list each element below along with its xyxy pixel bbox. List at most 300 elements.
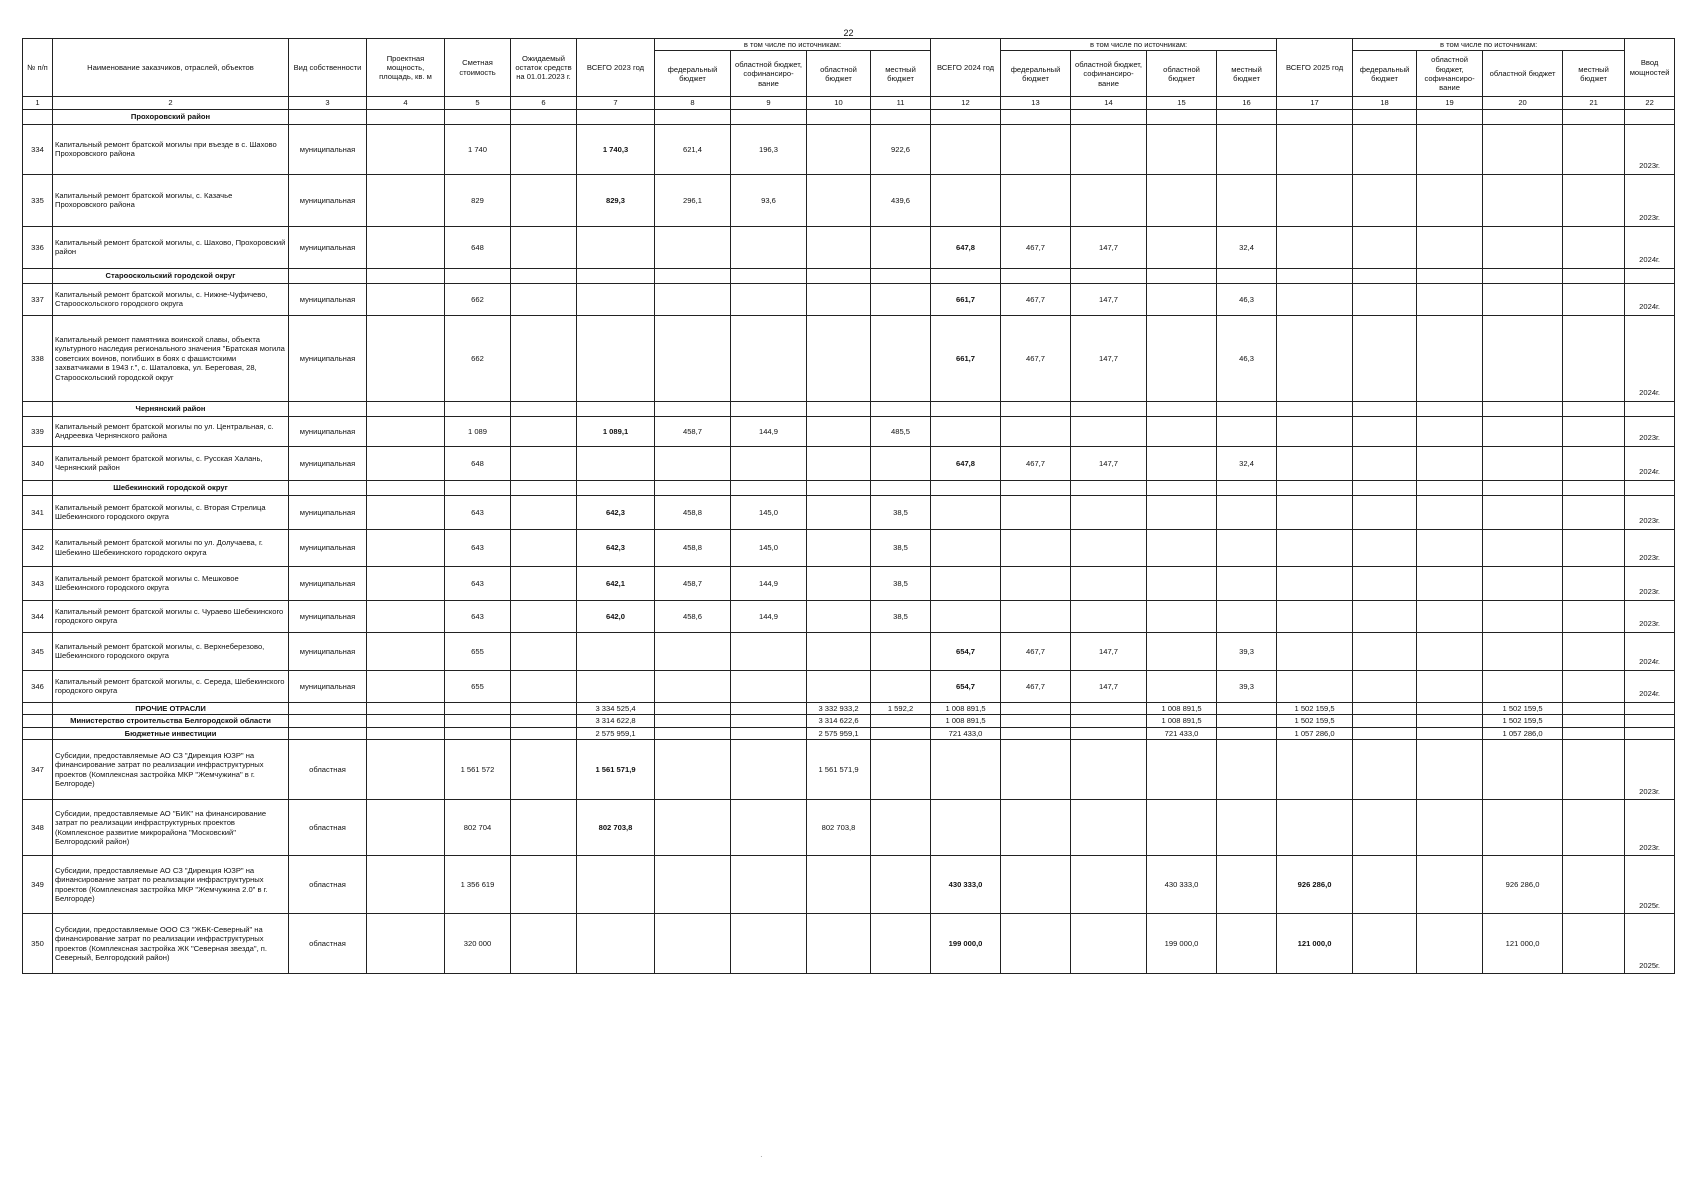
column-number: 7 [577,97,655,109]
federal-2024 [1001,416,1071,446]
cell-empty [1001,480,1071,495]
column-number: 20 [1483,97,1563,109]
cell-empty [1625,702,1675,714]
regional-2023 [807,283,871,315]
cell-empty [577,401,655,416]
cell-empty [511,800,577,856]
table-row [23,670,1675,702]
local-2023: 485,5 [871,416,931,446]
local-2024: 32,4 [1217,226,1277,268]
total-2023 [577,914,655,974]
column-number: 17 [1277,97,1353,109]
cell-empty [1217,727,1277,739]
local-2023 [871,740,931,800]
cell-empty [1483,268,1563,283]
column-number: 15 [1147,97,1217,109]
row-number: 350 [23,914,53,974]
total-2023: 3 334 525,4 [577,702,655,714]
federal-2023 [655,740,731,800]
cell-empty [367,529,445,566]
local-2023 [871,446,931,480]
cell-empty [655,109,731,124]
table-row [23,315,1675,401]
cofin-2025 [1417,283,1483,315]
cell-empty [445,727,511,739]
cofin-2025 [1417,174,1483,226]
commissioning-year: 2024г. [1625,226,1675,268]
local-2025 [1563,495,1625,529]
regional-2025: 926 286,0 [1483,856,1563,914]
cofin-2023: 93,6 [731,174,807,226]
cofin-2025 [1417,566,1483,600]
regional-2024 [1147,600,1217,632]
cell-empty [731,401,807,416]
local-2025-header: местный бюджет [1563,51,1625,97]
total-2023: 1 561 571,9 [577,740,655,800]
cofin-2023-header: областной бюджет, софинансиро-вание [731,51,807,97]
object-name: Субсидии, предоставляемые ООО СЗ "ЖБК-Северный" на финансирование затрат по реализации инфраструктурных проектов (Комплексная застройка ЖК "Северная звезда", п. Северный, Белгородский район) [53,914,289,974]
table-row [23,495,1675,529]
table-row [23,416,1675,446]
federal-2024 [1001,856,1071,914]
regional-2025: 1 057 286,0 [1483,727,1563,739]
row-number: 349 [23,856,53,914]
cell-empty [511,401,577,416]
cell-empty [731,109,807,124]
regional-2024 [1147,446,1217,480]
column-number: 16 [1217,97,1277,109]
local-2023 [871,715,931,727]
cell-empty [1417,480,1483,495]
estimated-cost: 643 [445,566,511,600]
total-2025 [1277,226,1353,268]
local-2023: 922,6 [871,124,931,174]
cell-empty [1071,109,1147,124]
estimated-cost: 643 [445,529,511,566]
commissioning-year: 2023г. [1625,800,1675,856]
total-2024: 1 008 891,5 [931,715,1001,727]
estimated-cost: 1 740 [445,124,511,174]
cofin-2025 [1417,856,1483,914]
cell-empty [1001,715,1071,727]
cell-empty [367,315,445,401]
cell-empty [1147,401,1217,416]
column-number: 11 [871,97,931,109]
column-number: 3 [289,97,367,109]
object-name: Капитальный ремонт братской могилы, с. Вторая Стрелица Шебекинского городского округа [53,495,289,529]
cell-empty [367,268,445,283]
estimated-cost: 1 089 [445,416,511,446]
cell-empty [1625,727,1675,739]
cell-empty [289,480,367,495]
object-name: Субсидии, предоставляемые АО "БИК" на финансирование затрат по реализации инфраструктурных проектов (Комплексное развитие микрорайона "Московский" Белгородский район) [53,800,289,856]
ownership: муниципальная [289,632,367,670]
cofin-2023: 196,3 [731,124,807,174]
cell-empty [1625,268,1675,283]
regional-2025 [1483,315,1563,401]
local-2023 [871,670,931,702]
cell-empty [871,480,931,495]
regional-2023: 802 703,8 [807,800,871,856]
federal-2024 [1001,529,1071,566]
cell-empty [1277,109,1353,124]
local-2024: 39,3 [1217,632,1277,670]
object-name: Капитальный ремонт братской могилы при въезде в с. Шахово Прохоровского района [53,124,289,174]
federal-2023: 458,8 [655,529,731,566]
table-row [23,914,1675,974]
total-2025 [1277,124,1353,174]
cell-empty [1001,109,1071,124]
cell-empty [931,268,1001,283]
object-name: Капитальный ремонт братской могилы, с. Казачье Прохоровского района [53,174,289,226]
regional-2023 [807,600,871,632]
table-row [23,529,1675,566]
column-number: 5 [445,97,511,109]
local-2025 [1563,174,1625,226]
total-2023: 642,3 [577,529,655,566]
estimated-cost: 1 356 619 [445,856,511,914]
total-2023 [577,446,655,480]
cell-empty [1353,109,1417,124]
section-row [23,480,1675,495]
total-2024 [931,800,1001,856]
regional-2025 [1483,670,1563,702]
federal-2025 [1353,632,1417,670]
estimated-cost: 662 [445,283,511,315]
sources-2023-header: в том числе по источникам: [655,39,931,51]
regional-2024 [1147,174,1217,226]
regional-2023 [807,914,871,974]
cell-empty [511,529,577,566]
cell-empty [511,702,577,714]
federal-2024: 467,7 [1001,226,1071,268]
total-2025 [1277,416,1353,446]
estimated-cost: 655 [445,632,511,670]
cell-empty [289,109,367,124]
estimated-cost: 662 [445,315,511,401]
cell-empty [1625,715,1675,727]
commissioning-year: 2024г. [1625,632,1675,670]
local-2023 [871,856,931,914]
cell-empty [871,109,931,124]
total-2023: 829,3 [577,174,655,226]
local-2023 [871,914,931,974]
cell-empty [289,401,367,416]
cell-empty [367,226,445,268]
cofin-2024: 147,7 [1071,315,1147,401]
object-name: Капитальный ремонт братской могилы, с. Верхнеберезово, Шебекинского городского округа [53,632,289,670]
local-2025 [1563,283,1625,315]
cell-empty [367,566,445,600]
total-2024 [931,600,1001,632]
total-title: Бюджетные инвестиции [53,727,289,739]
federal-2025 [1353,740,1417,800]
federal-2024 [1001,174,1071,226]
row-number: 343 [23,566,53,600]
cell-empty [511,914,577,974]
cofin-2023 [731,283,807,315]
cell-empty [367,401,445,416]
col-commissioning-header: Ввод мощностей [1625,39,1675,97]
cell-empty [367,480,445,495]
cell-empty [511,727,577,739]
object-name: Капитальный ремонт братской могилы, с. Середа, Шебекинского городского округа [53,670,289,702]
regional-2025 [1483,632,1563,670]
total-2025: 926 286,0 [1277,856,1353,914]
cell-empty [289,715,367,727]
ownership: областная [289,914,367,974]
federal-2025 [1353,800,1417,856]
cofin-2025 [1417,600,1483,632]
regional-2024 [1147,124,1217,174]
regional-2025 [1483,740,1563,800]
cofin-2025 [1417,740,1483,800]
cofin-2025 [1417,226,1483,268]
cell-empty [511,268,577,283]
cell-empty [445,401,511,416]
local-2025 [1563,670,1625,702]
federal-2023 [655,283,731,315]
total-row [23,702,1675,714]
total-2023 [577,856,655,914]
row-number: 344 [23,600,53,632]
total-2024: 430 333,0 [931,856,1001,914]
regional-2025: 1 502 159,5 [1483,702,1563,714]
section-title: Чернянский район [53,401,289,416]
cell-empty [807,268,871,283]
cell-empty [577,480,655,495]
local-2025 [1563,800,1625,856]
commissioning-year: 2024г. [1625,315,1675,401]
regional-2025 [1483,124,1563,174]
ownership: муниципальная [289,446,367,480]
cofin-2025 [1417,315,1483,401]
regional-2023 [807,315,871,401]
cell-empty [23,715,53,727]
object-name: Капитальный ремонт памятника воинской славы, объекта культурного наследия регионального значения "Братская могила советских воинов, погибших в боях с фашистскими захватчиками в 1943 г.", с. Шаталовка, ул. Береговая, 28, Старооскольский городской округ [53,315,289,401]
local-2024: 32,4 [1217,446,1277,480]
cofin-2024 [1071,174,1147,226]
total-2025 [1277,670,1353,702]
estimated-cost: 802 704 [445,800,511,856]
federal-2024 [1001,740,1071,800]
federal-2024: 467,7 [1001,283,1071,315]
regional-2025 [1483,529,1563,566]
total-title: ПРОЧИЕ ОТРАСЛИ [53,702,289,714]
ownership: областная [289,800,367,856]
cell-empty [731,727,807,739]
cell-empty [289,702,367,714]
federal-2023 [655,914,731,974]
cell-empty [367,446,445,480]
cell-empty [289,268,367,283]
column-number: 14 [1071,97,1147,109]
total-2025: 1 502 159,5 [1277,702,1353,714]
cell-empty [1071,268,1147,283]
local-2024 [1217,529,1277,566]
federal-2024 [1001,495,1071,529]
cell-empty [1277,268,1353,283]
row-number: 342 [23,529,53,566]
ownership: муниципальная [289,416,367,446]
local-2023: 38,5 [871,600,931,632]
total-2024 [931,495,1001,529]
total-2023: 642,0 [577,600,655,632]
total-2024 [931,740,1001,800]
federal-2025-header: федеральный бюджет [1353,51,1417,97]
cell-empty [1563,268,1625,283]
table-row [23,740,1675,800]
federal-2023-header: федеральный бюджет [655,51,731,97]
total-2023: 1 089,1 [577,416,655,446]
cell-empty [1001,401,1071,416]
local-2024: 46,3 [1217,315,1277,401]
total-2024: 661,7 [931,315,1001,401]
column-number: 9 [731,97,807,109]
cell-empty [931,401,1001,416]
regional-2023-header: областной бюджет [807,51,871,97]
total-2025 [1277,740,1353,800]
object-name: Субсидии, предоставляемые АО СЗ "Дирекция ЮЗР" на финансирование затрат по реализации инфраструктурных проектов (Комплексная застройка МКР "Жемчужина" в г. Белгороде) [53,740,289,800]
total-2024 [931,124,1001,174]
cell-empty [367,632,445,670]
cofin-2024 [1071,529,1147,566]
table-row [23,174,1675,226]
federal-2023: 458,8 [655,495,731,529]
local-2025 [1563,226,1625,268]
cell-empty [655,268,731,283]
cofin-2023 [731,740,807,800]
total-2023: 3 314 622,8 [577,715,655,727]
federal-2025 [1353,600,1417,632]
local-2024 [1217,856,1277,914]
regional-2025 [1483,226,1563,268]
ownership: муниципальная [289,283,367,315]
cell-empty [807,109,871,124]
local-2024 [1217,800,1277,856]
cell-empty [1563,715,1625,727]
cofin-2024 [1071,800,1147,856]
cofin-2024: 147,7 [1071,283,1147,315]
cell-empty [511,670,577,702]
cofin-2023 [731,632,807,670]
table-row [23,124,1675,174]
federal-2025 [1353,856,1417,914]
cell-empty [23,401,53,416]
total-2023: 642,1 [577,566,655,600]
total-2024: 661,7 [931,283,1001,315]
commissioning-year: 2025г. [1625,856,1675,914]
column-number: 12 [931,97,1001,109]
ownership: муниципальная [289,529,367,566]
regional-2023 [807,632,871,670]
cell-empty [1417,268,1483,283]
ownership: муниципальная [289,600,367,632]
cell-empty [511,124,577,174]
cofin-2024: 147,7 [1071,446,1147,480]
col-capacity-header: Проектная мощность, площадь, кв. м [367,39,445,97]
regional-2025 [1483,283,1563,315]
commissioning-year: 2023г. [1625,740,1675,800]
commissioning-year: 2023г. [1625,529,1675,566]
cofin-2025 [1417,446,1483,480]
regional-2023: 2 575 959,1 [807,727,871,739]
regional-2024 [1147,800,1217,856]
total-2025 [1277,495,1353,529]
federal-2024: 467,7 [1001,446,1071,480]
object-name: Субсидии, предоставляемые АО СЗ "Дирекция ЮЗР" на финансирование затрат по реализации инфраструктурных проектов (Комплексная застройка МКР "Жемчужина 2.0" в г. Белгороде) [53,856,289,914]
total-2025 [1277,315,1353,401]
federal-2025 [1353,283,1417,315]
cell-empty [731,715,807,727]
estimated-cost: 648 [445,226,511,268]
local-2023: 1 592,2 [871,702,931,714]
cell-empty [367,174,445,226]
column-number: 2 [53,97,289,109]
cell-empty [367,124,445,174]
cofin-2023 [731,226,807,268]
cofin-2023: 145,0 [731,529,807,566]
cell-empty [1147,268,1217,283]
cell-empty [1217,715,1277,727]
cell-empty [23,702,53,714]
cell-empty [511,283,577,315]
regional-2024 [1147,283,1217,315]
cell-empty [367,670,445,702]
cell-empty [1563,480,1625,495]
total-2025 [1277,529,1353,566]
total-2023 [577,283,655,315]
total-2023: 1 740,3 [577,124,655,174]
investment-table [22,38,1675,974]
total-2025: 121 000,0 [1277,914,1353,974]
cell-empty [1071,480,1147,495]
cell-empty [577,268,655,283]
object-name: Капитальный ремонт братской могилы по ул. Центральная, с. Андреевка Чернянского района [53,416,289,446]
total-2023 [577,632,655,670]
cell-empty [655,727,731,739]
total-2024 [931,566,1001,600]
commissioning-year: 2024г. [1625,670,1675,702]
sources-2025-header: в том числе по источникам: [1353,39,1625,51]
cell-empty [445,702,511,714]
total-2024: 1 008 891,5 [931,702,1001,714]
cell-empty [655,401,731,416]
ownership: муниципальная [289,566,367,600]
local-2023: 38,5 [871,529,931,566]
federal-2025 [1353,416,1417,446]
regional-2025 [1483,174,1563,226]
row-number: 337 [23,283,53,315]
table-row [23,856,1675,914]
cofin-2025 [1417,529,1483,566]
regional-2024 [1147,495,1217,529]
cofin-2024-header: областной бюджет, софинансиро-вание [1071,51,1147,97]
commissioning-year: 2024г. [1625,283,1675,315]
ownership: муниципальная [289,226,367,268]
local-2024 [1217,416,1277,446]
federal-2025 [1353,315,1417,401]
federal-2024 [1001,124,1071,174]
cell-empty [1001,702,1071,714]
cell-empty [445,480,511,495]
cell-empty [1217,109,1277,124]
ownership: муниципальная [289,315,367,401]
federal-2025 [1353,446,1417,480]
regional-2025-header: областной бюджет [1483,51,1563,97]
regional-2025: 121 000,0 [1483,914,1563,974]
table-row [23,446,1675,480]
